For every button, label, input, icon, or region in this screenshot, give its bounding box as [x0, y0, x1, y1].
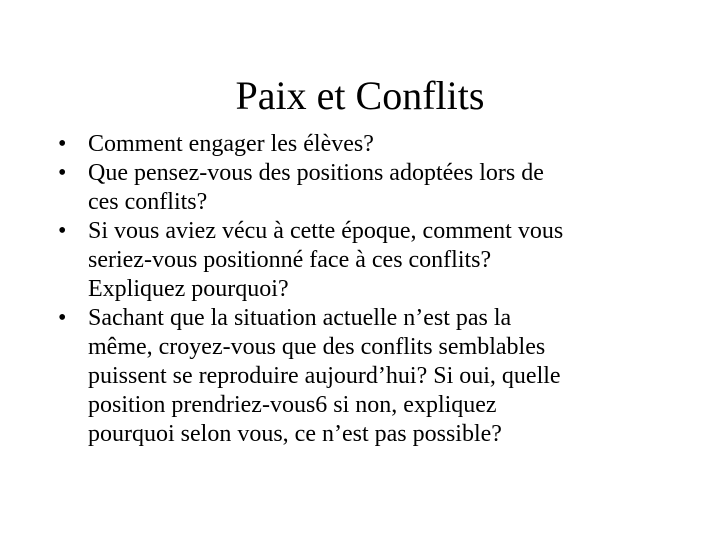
bullet-line: Expliquez pourquoi?: [88, 276, 289, 302]
bullet-line: ces conflits?: [88, 189, 208, 215]
bullet-line: même, croyez-vous que des conflits semblables: [88, 334, 546, 360]
bullet-icon: •: [58, 305, 67, 331]
bullet-line: Comment engager les élèves?: [88, 131, 374, 157]
bullet-line: position prendriez-vous6 si non, expliquez: [88, 392, 497, 418]
bullet-item: [58, 159, 698, 217]
bullet-icon: •: [58, 218, 67, 244]
bullet-line: pourquoi selon vous, ce n’est pas possible?: [88, 421, 502, 447]
slide-title: Paix et Conflits: [235, 73, 485, 118]
bullet-icon: •: [58, 131, 67, 157]
bullet-line: seriez-vous positionné face à ces conflits?: [88, 247, 492, 273]
bullet-list: [58, 130, 698, 449]
bullet-item: [58, 304, 698, 449]
bullet-item: [58, 217, 698, 304]
bullet-line: puissent se reproduire aujourd’hui? Si oui, quelle: [88, 363, 561, 389]
bullet-item: [58, 130, 698, 159]
bullet-line: Sachant que la situation actuelle n’est pas la: [88, 305, 512, 331]
bullet-line: Si vous aviez vécu à cette époque, comment vous: [88, 218, 564, 244]
bullet-icon: •: [58, 160, 67, 186]
bullet-line: Que pensez-vous des positions adoptées lors de: [88, 160, 544, 186]
